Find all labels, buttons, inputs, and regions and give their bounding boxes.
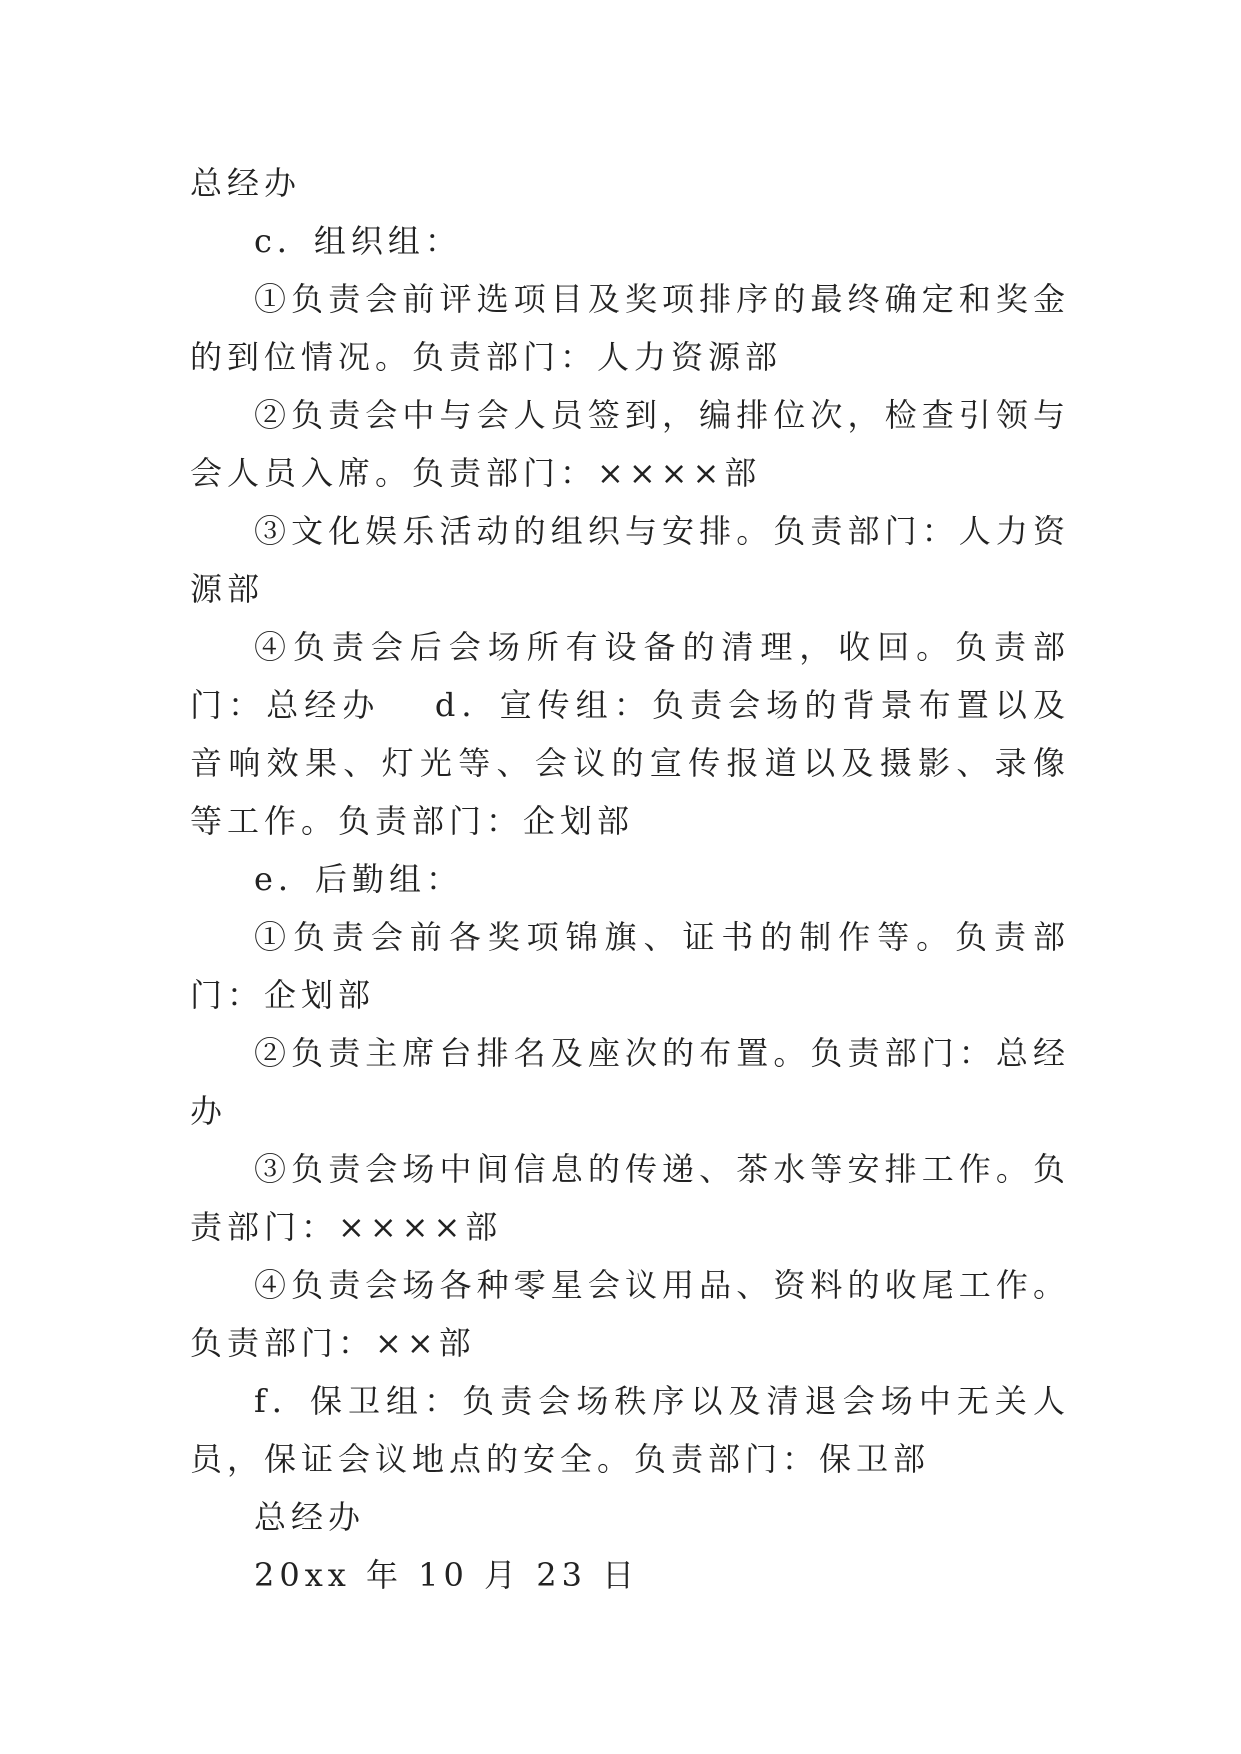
paragraph-office-header: 总经办 <box>190 164 302 202</box>
paragraph-logistics-item-1: ①负责会前各奖项锦旗、证书的制作等。负责部门：企划部 <box>190 918 1070 1014</box>
signature-office: 总经办 <box>254 1498 366 1536</box>
paragraph-organizing-item-4-and-publicity-group: ④负责会后会场所有设备的清理，收回。负责部门：总经办 d．宣传组：负责会场的背景布置以及音响效果、灯光等、会议的宣传报道以及摄影、录像等工作。负责部门：企划部 <box>190 628 1070 840</box>
paragraph-logistics-group-heading: e．后勤组： <box>254 860 463 898</box>
paragraph-organizing-item-2: ②负责会中与会人员签到，编排位次，检查引领与会人员入席。负责部门：××××部 <box>190 396 1070 492</box>
paragraph-logistics-item-4: ④负责会场各种零星会议用品、资料的收尾工作。负责部门：××部 <box>190 1266 1070 1362</box>
paragraph-logistics-item-2: ②负责主席台排名及座次的布置。负责部门：总经办 <box>190 1034 1070 1130</box>
paragraph-logistics-item-3: ③负责会场中间信息的传递、茶水等安排工作。负责部门：××××部 <box>190 1150 1070 1246</box>
document-body <box>190 154 1070 1604</box>
paragraph-security-group: f．保卫组：负责会场秩序以及清退会场中无关人员，保证会议地点的安全。负责部门：保卫部 <box>190 1382 1070 1478</box>
paragraph-organizing-group-heading: c．组织组： <box>254 222 462 260</box>
paragraph-organizing-item-3: ③文化娱乐活动的组织与安排。负责部门：人力资源部 <box>190 512 1070 608</box>
paragraph-organizing-item-1: ①负责会前评选项目及奖项排序的最终确定和奖金的到位情况。负责部门：人力资源部 <box>190 280 1070 376</box>
signature-date: 20xx 年 10 月 23 日 <box>254 1556 640 1594</box>
